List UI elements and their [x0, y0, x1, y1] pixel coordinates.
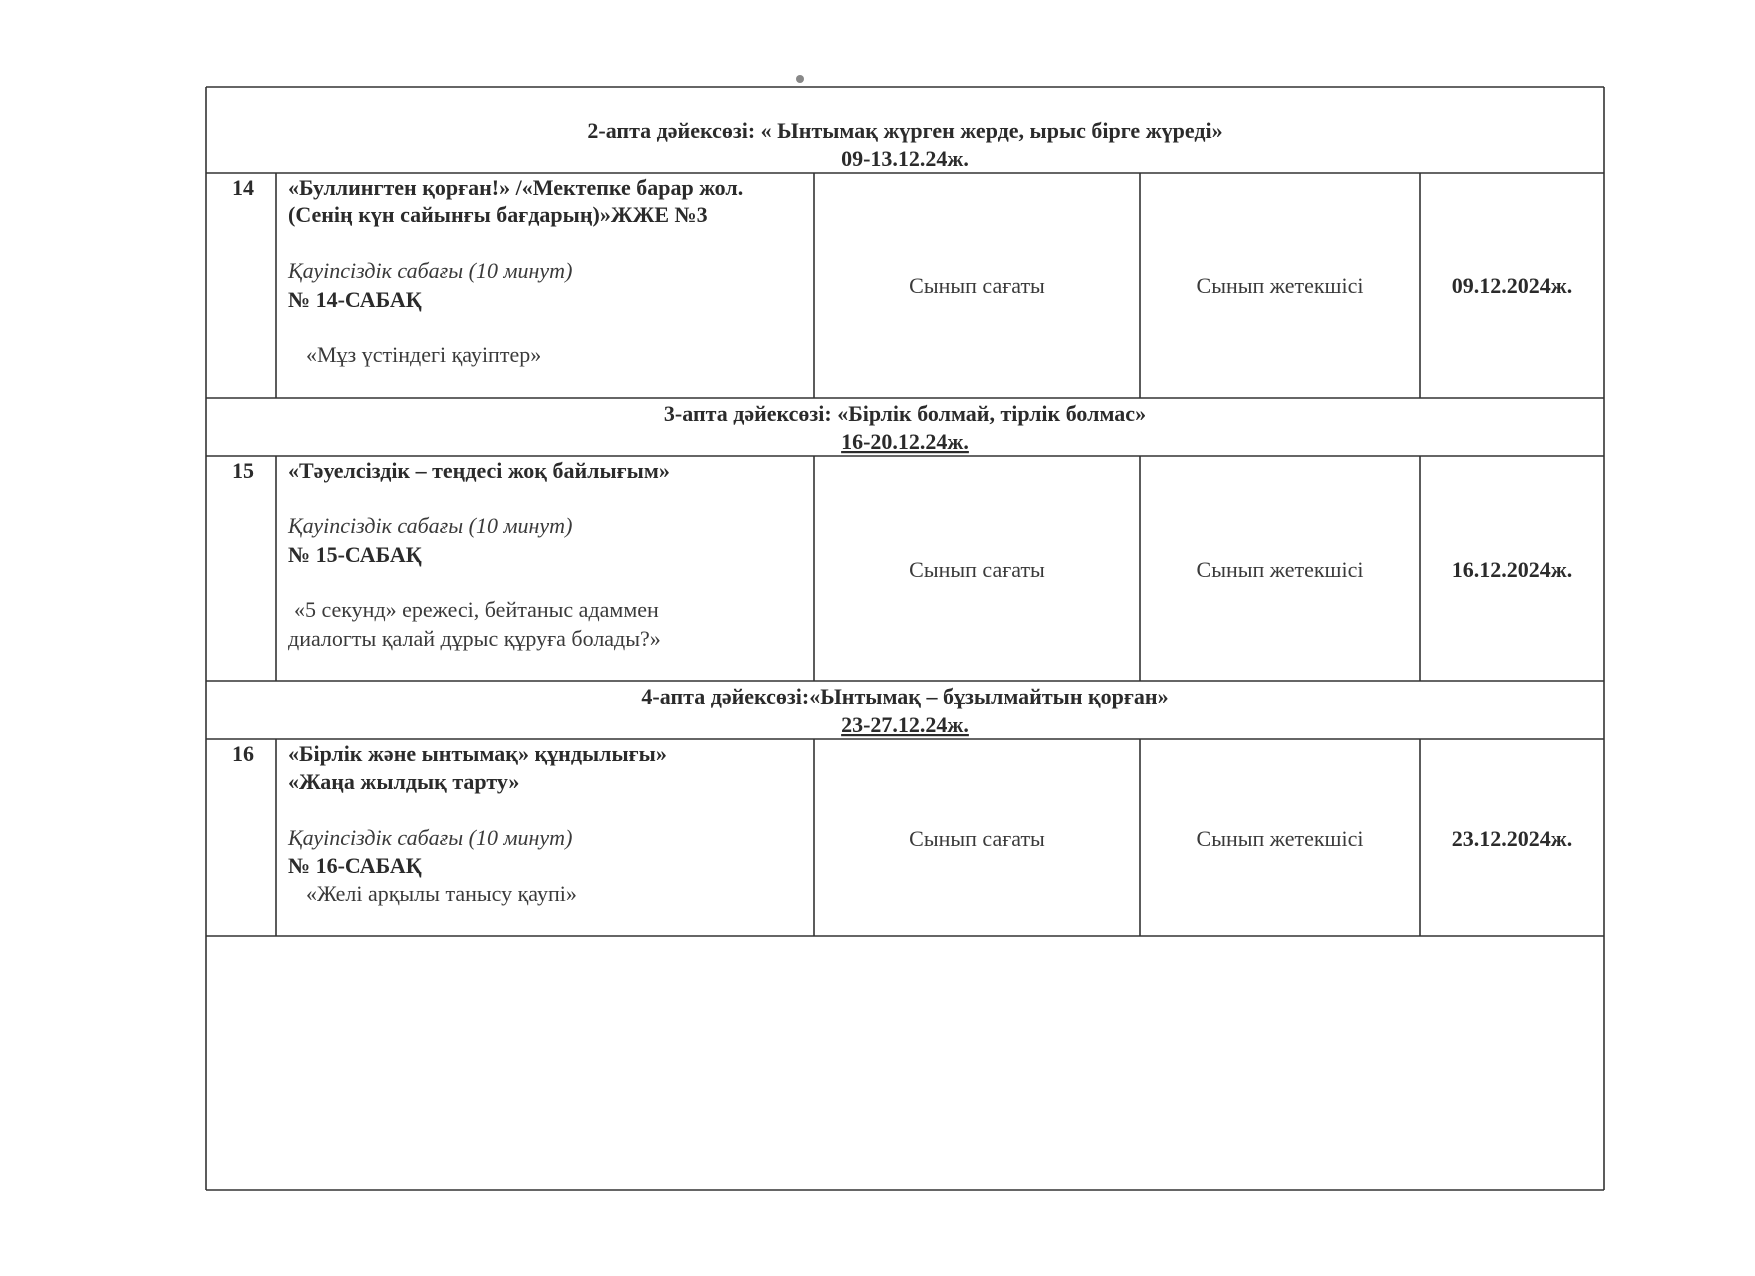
row-number: 16: [232, 741, 254, 766]
week-header: [664, 401, 1146, 454]
safety-note: Қауіпсіздік сабағы (10 минут): [288, 825, 573, 850]
event-date: 23.12.2024ж.: [1451, 826, 1573, 851]
safety-note: Қауіпсіздік сабағы (10 минут): [288, 513, 573, 538]
scan-dot: [796, 75, 804, 83]
week-quote: 3-апта дәйексөзі: «Бірлік болмай, тірлік болмас»: [663, 401, 1147, 426]
event-title: «Жаңа жылдық тарту»: [288, 769, 520, 794]
event-form: Сынып сағаты: [909, 273, 1045, 298]
row-number: 15: [232, 458, 254, 483]
responsible-person: Сынып жетекшісі: [1196, 826, 1364, 851]
week-dates: 09-13.12.24ж.: [841, 146, 969, 171]
lesson-number: № 15-САБАҚ: [288, 542, 422, 567]
event-form: Сынып сағаты: [909, 826, 1045, 851]
event-title: (Сенің күн сайынғы бағдарың)»ЖЖЕ №3: [288, 202, 708, 227]
week-dates: 23-27.12.24ж.: [841, 712, 969, 737]
week-quote: 2-апта дәйексөзі: « Ынтымақ жүрген жерде, ырыс бірге жүреді»: [587, 118, 1223, 143]
safety-note: Қауіпсіздік сабағы (10 минут): [288, 258, 573, 283]
event-form: Сынып сағаты: [909, 557, 1045, 582]
event-date: 09.12.2024ж.: [1451, 273, 1573, 298]
event-date: 16.12.2024ж.: [1451, 557, 1573, 582]
lesson-topic: «Мұз үстіндегі қауіптер»: [306, 342, 542, 367]
lesson-topic: «5 секунд» ережесі, бейтаныс адаммен: [294, 597, 659, 622]
week-header: [587, 118, 1222, 171]
table-row: [232, 458, 1572, 651]
lesson-topic: диалогты қалай дұрыс құруға болады?»: [288, 626, 661, 651]
week-header: [641, 684, 1168, 737]
responsible-person: Сынып жетекшісі: [1196, 557, 1364, 582]
lesson-number: № 16-САБАҚ: [288, 853, 422, 878]
event-title: «Бірлік және ынтымақ» құндылығы»: [288, 741, 667, 766]
event-title: «Тәуелсіздік – теңдесі жоқ байлығым»: [288, 458, 670, 483]
table-row: [232, 741, 1572, 906]
table-row: [232, 175, 1572, 367]
week-dates: 16-20.12.24ж.: [841, 429, 969, 454]
event-title: «Буллингтен қорған!» /«Мектепке барар жол.: [288, 175, 744, 200]
empty-table-area: [207, 937, 1603, 1189]
row-number: 14: [232, 175, 254, 200]
lesson-number: № 14-САБАҚ: [288, 287, 422, 312]
week-quote: 4-апта дәйексөзі:«Ынтымақ – бұзылмайтын қорған»: [641, 684, 1169, 709]
lesson-topic: «Желі арқылы танысу қаупі»: [306, 881, 577, 906]
responsible-person: Сынып жетекшісі: [1196, 273, 1364, 298]
